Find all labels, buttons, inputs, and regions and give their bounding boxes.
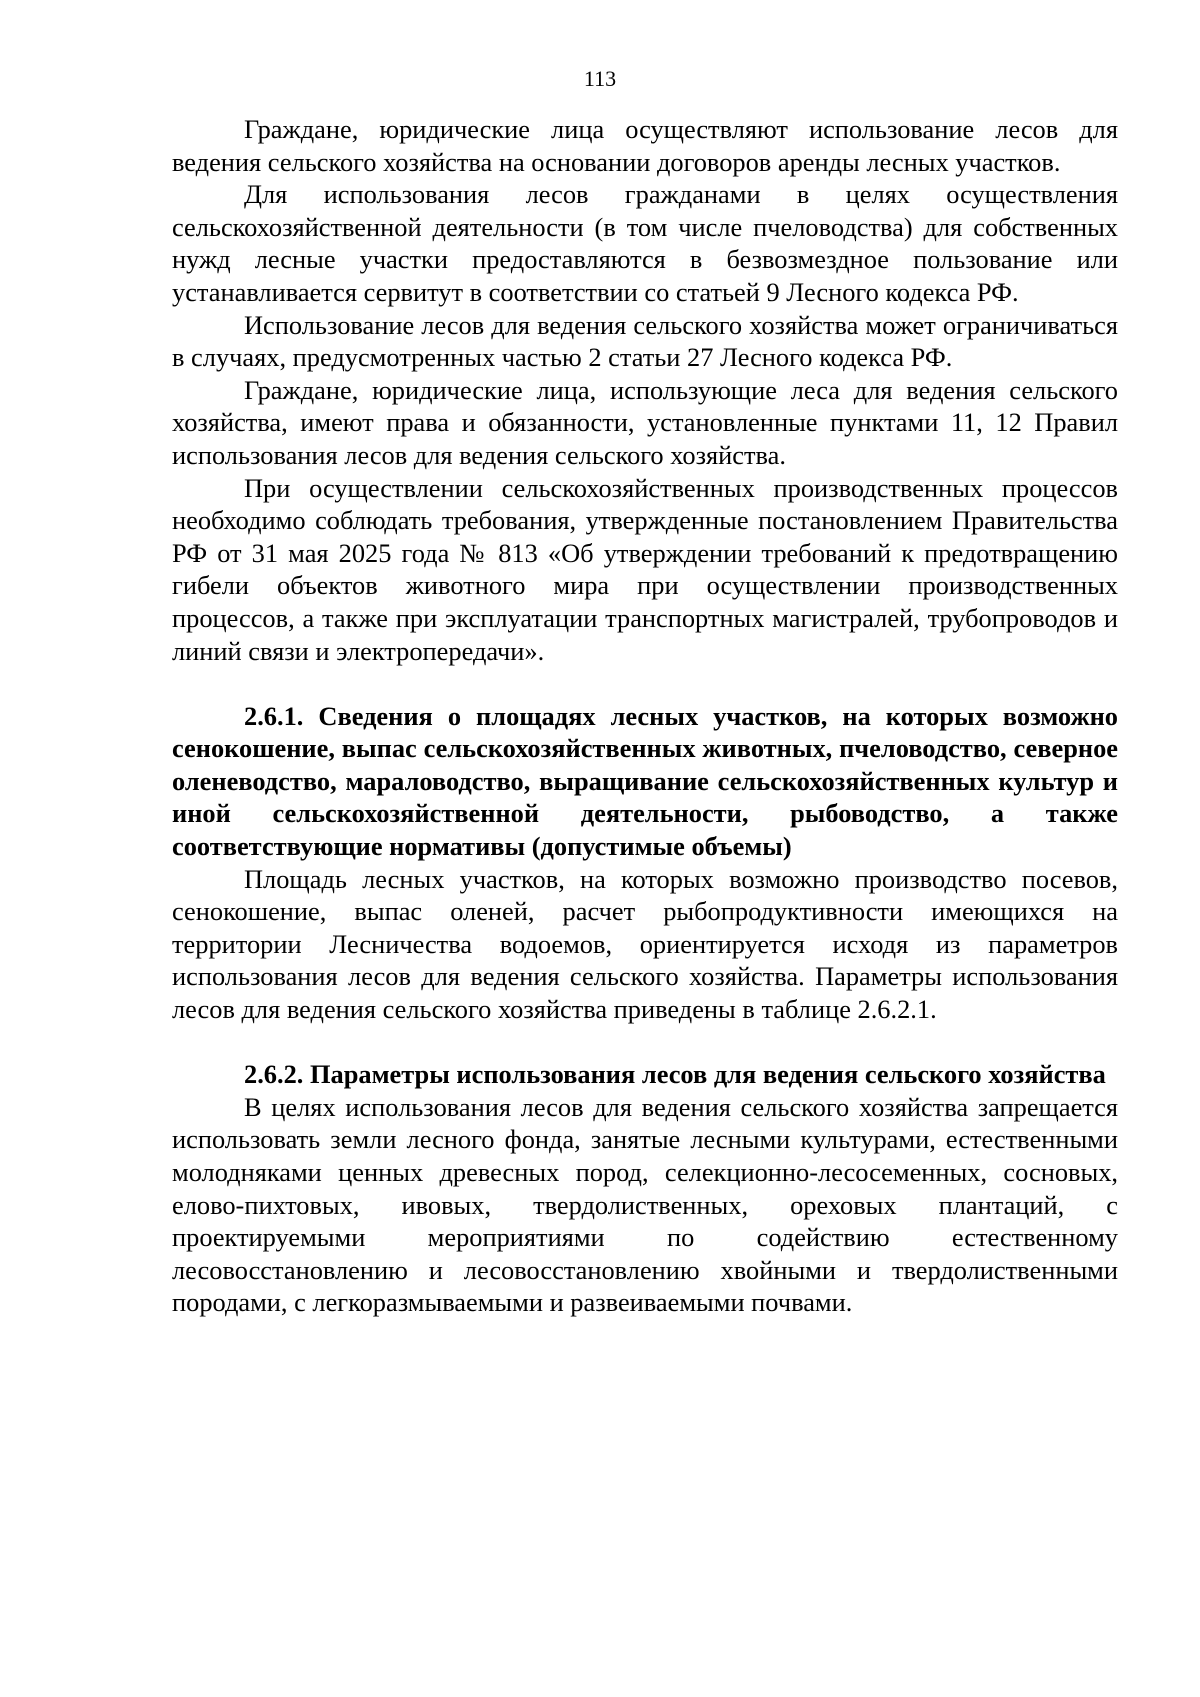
spacer bbox=[172, 667, 1118, 700]
paragraph-rights-duties: Граждане, юридические лица, использующие леса для ведения сельского хозяйства, имеют права и обязанности, установленные пунктами 11, 12 Правил использования лесов для ведения сельского хозяйства. bbox=[172, 374, 1118, 470]
section-heading-2-6-2: 2.6.2. Параметры использования лесов для ведения сельского хозяйства bbox=[244, 1059, 1106, 1090]
paragraph-requirements: При осуществлении сельскохозяйственных производственных процессов необходимо соблюдать требования, утвержденные постановлением Правительства РФ от 31 мая 2025 года № 813 «Об утверждении требований к предотвращению гибели объектов животного мира при осуществлении производственных процессов, а также при эксплуатации транспортных магистралей, трубопроводов и линий связи и электропередачи». bbox=[172, 472, 1118, 666]
paragraph-free-use: Для использования лесов гражданами в целях осуществления сельскохозяйственной деятельности (в том числе пчеловодства) для собственных нужд лесные участки предоставляются в безвозмездное пользование или устанавливается сервитут в соответствии со статьей 9 Лесного кодекса РФ. bbox=[172, 179, 1118, 307]
page-content bbox=[172, 113, 1118, 1319]
paragraph-areas: Площадь лесных участков, на которых возможно производство посевов, сенокошение, выпас оленей, расчет рыбопродуктивности имеющихся на территории Лесничества водоемов, ориентируется исходя из параметров использования лесов для ведения сельского хозяйства. Параметры использования лесов для ведения сельского хозяйства приведены в таблице 2.6.2.1. bbox=[172, 863, 1118, 1025]
section-heading-2-6-1: 2.6.1. Сведения о площадях лесных участков, на которых возможно сенокошение, выпас сельскохозяйственных животных, пчеловодство, северное оленеводство, мараловодство, выращивание сельскохозяйственных культур и иной сельскохозяйственной деятельности, рыбоводство, а также соответствующие нормативы (допустимые объемы) bbox=[172, 700, 1118, 862]
paragraph-restrictions: Использование лесов для ведения сельского хозяйства может ограничиваться в случаях, предусмотренных частью 2 статьи 27 Лесного кодекса РФ. bbox=[172, 309, 1118, 373]
spacer bbox=[172, 1026, 1118, 1059]
paragraph-prohibitions: В целях использования лесов для ведения сельского хозяйства запрещается использовать земли лесного фонда, занятые лесными культурами, естественными молодняками ценных древесных пород, селекционно-лесосеменных, сосновых, елово-пихтовых, ивовых, твердолиственных, ореховых плантаций, с проектируемыми мероприятиями по содействию естественному лесовосстановлению и лесовосстановлению хвойными и твердолиственными породами, с легкоразмываемыми и развеиваемыми почвами. bbox=[172, 1091, 1118, 1318]
page-number: 113 bbox=[583, 66, 617, 91]
paragraph-lease-basis: Граждане, юридические лица осуществляют использование лесов для ведения сельского хозяйства на основании договоров аренды лесных участков. bbox=[172, 114, 1118, 177]
